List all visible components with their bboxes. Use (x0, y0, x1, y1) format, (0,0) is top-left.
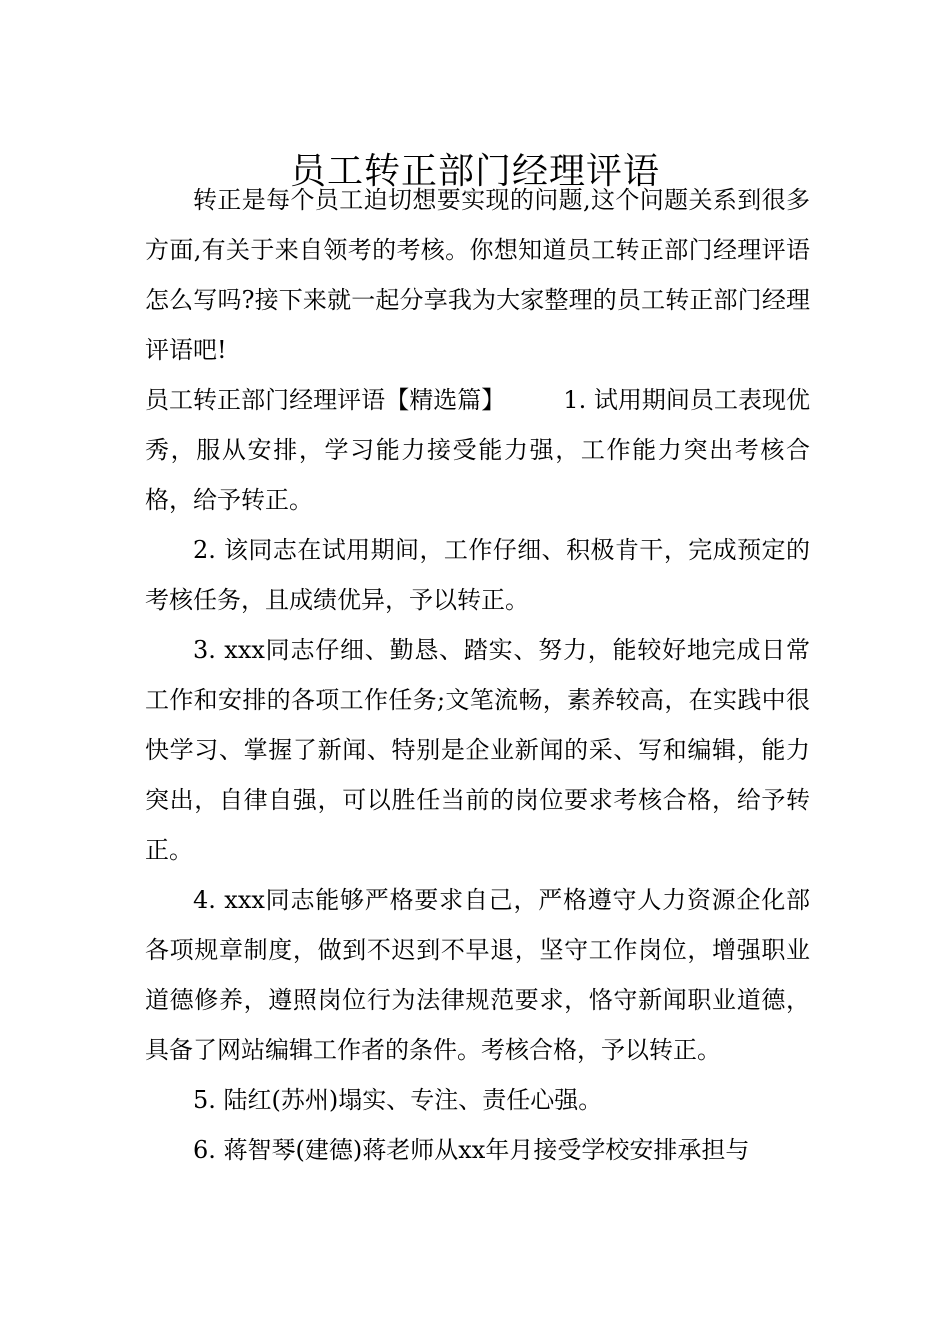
item-6-paragraph: 6. 蒋智琴(建德)蒋老师从xx年月接受学校安排承担与 (193, 1136, 750, 1164)
item-3-paragraph: 3. xxx同志仔细、勤恳、踏实、努力，能较好地完成日常工作和安排的各项工作任务;文笔流畅，素养较高，在实践中很快学习、掌握了新闻、特别是企业新闻的采、写和编辑，能力突出，自律自强，可以胜任当前的岗位要求考核合格，给予转正。 (145, 636, 810, 864)
item-4-paragraph: 4. xxx同志能够严格要求自己，严格遵守人力资源企化部各项规章制度，做到不迟到不早退，坚守工作岗位，增强职业道德修养，遵照岗位行为法律规范要求，恪守新闻职业道德，具备了网站编辑工作者的条件。考核合格，予以转正。 (145, 886, 810, 1064)
item-5-paragraph: 5. 陆红(苏州)塌实、专注、责任心强。 (193, 1086, 603, 1114)
intro-paragraph: 转正是每个员工迫切想要实现的问题,这个问题关系到很多方面,有关于来自领考的考核。你想知道员工转正部门经理评语怎么写吗?接下来就一起分享我为大家整理的员工转正部门经理评语吧! (145, 186, 810, 364)
document-title: 员工转正部门经理评语 (289, 151, 660, 193)
section-heading: 员工转正部门经理评语【精选篇】 (145, 386, 506, 414)
document-body (145, 175, 810, 1175)
section-paragraph (145, 375, 810, 525)
item-2-paragraph: 2. 该同志在试用期间，工作仔细、积极肯干，完成预定的考核任务，且成绩优异，予以转正。 (145, 536, 810, 614)
item-1-text: 1. 试用期间员工表现优秀，服从安排，学习能力接受能力强，工作能力突出考核合格，给予转正。 (145, 386, 810, 514)
